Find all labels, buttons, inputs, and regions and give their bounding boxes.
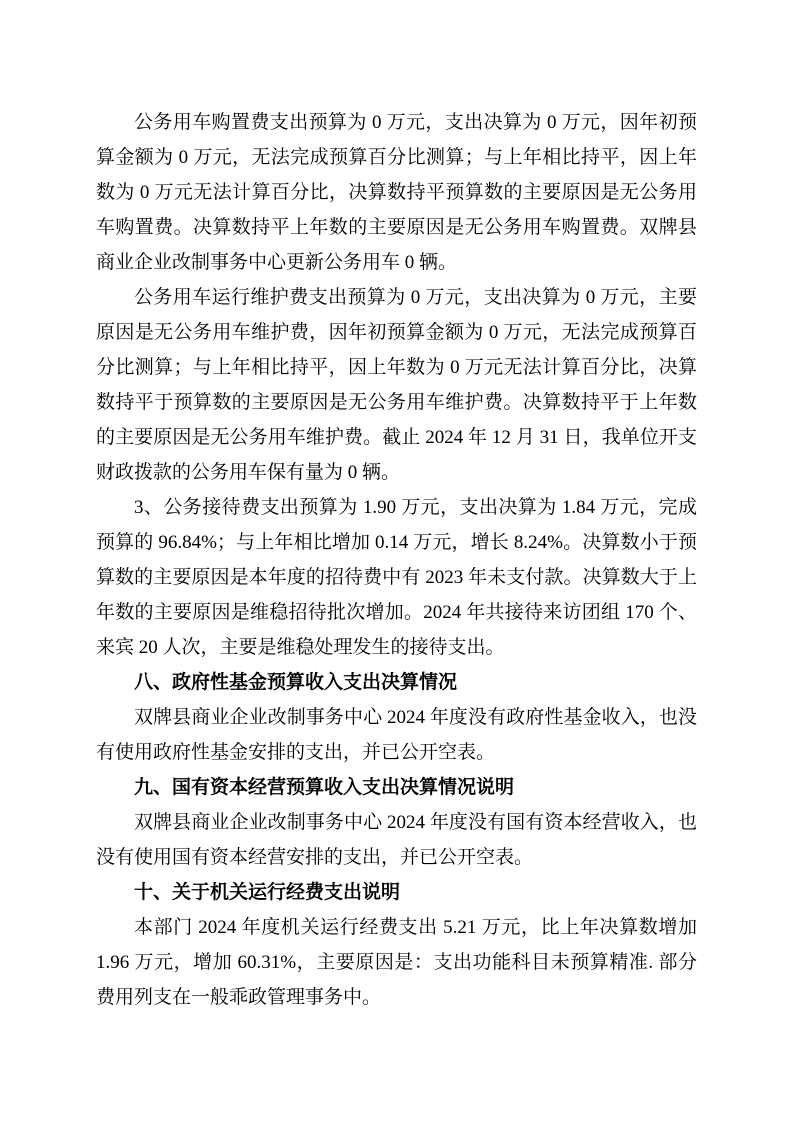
- heading-section-10-operating-expenses: 十、关于机关运行经费支出说明: [134, 882, 401, 903]
- para-vehicle-purchase-fee: 公务用车购置费支出预算为 0 万元，支出决算为 0 万元，因年初预算金额为 0 万元，无法完成预算百分比测算；与上年相比持平，因上年数为 0 万元无法计算百分比，决算数持平预算数的主要原因是无公务用车购置费。决算数持平上年数的主要原因是无公务用车购置费。双牌县商业企业改制事务中心更新公务用车 0 辆。: [96, 112, 697, 273]
- para-government-funds: 双牌县商业企业改制事务中心 2024 年度没有政府性基金收入，也没有使用政府性基金安排的支出，并已公开空表。: [96, 707, 697, 763]
- para-state-capital: 双牌县商业企业改制事务中心 2024 年度没有国有资本经营收入，也没有使用国有资本经营安排的支出，并已公开空表。: [96, 812, 697, 868]
- para-vehicle-maintenance-fee: 公务用车运行维护费支出预算为 0 万元，支出决算为 0 万元，主要原因是无公务用车维护费，因年初预算金额为 0 万元，无法完成预算百分比测算；与上年相比持平，因上年数为 0 万元无法计算百分比，决算数持平于预算数的主要原因是无公务用车维护费。决算数持平于上年数的主要原因是无公务用车维护费。截止 2024 年 12 月 31 日，我单位开支财政拨款的公务用车保有量为 0 辆。: [96, 287, 697, 483]
- para-official-reception-fee: 3、公务接待费支出预算为 1.90 万元，支出决算为 1.84 万元，完成预算的 96.84%；与上年相比增加 0.14 万元，增长 8.24%。决算数小于预算数的主要原因是本年度的招待费中有 2023 年未支付款。决算数大于上年数的主要原因是维稳招待批次增加。2024 年共接待来访团组 170 个、来宾 20 人次，主要是维稳处理发生的接待支出。: [96, 497, 697, 658]
- para-operating-expenses: 本部门 2024 年度机关运行经费支出 5.21 万元，比上年决算数增加 1.96 万元，增加 60.31%，主要原因是：支出功能科目未预算精准. 部分费用列支在一般乖政管理事务中。: [96, 917, 697, 1008]
- heading-section-9-state-capital: 九、国有资本经营预算收入支出决算情况说明: [134, 777, 515, 798]
- heading-section-8-government-funds: 八、政府性基金预算收入支出决算情况: [134, 672, 458, 693]
- document-content: [96, 105, 697, 1015]
